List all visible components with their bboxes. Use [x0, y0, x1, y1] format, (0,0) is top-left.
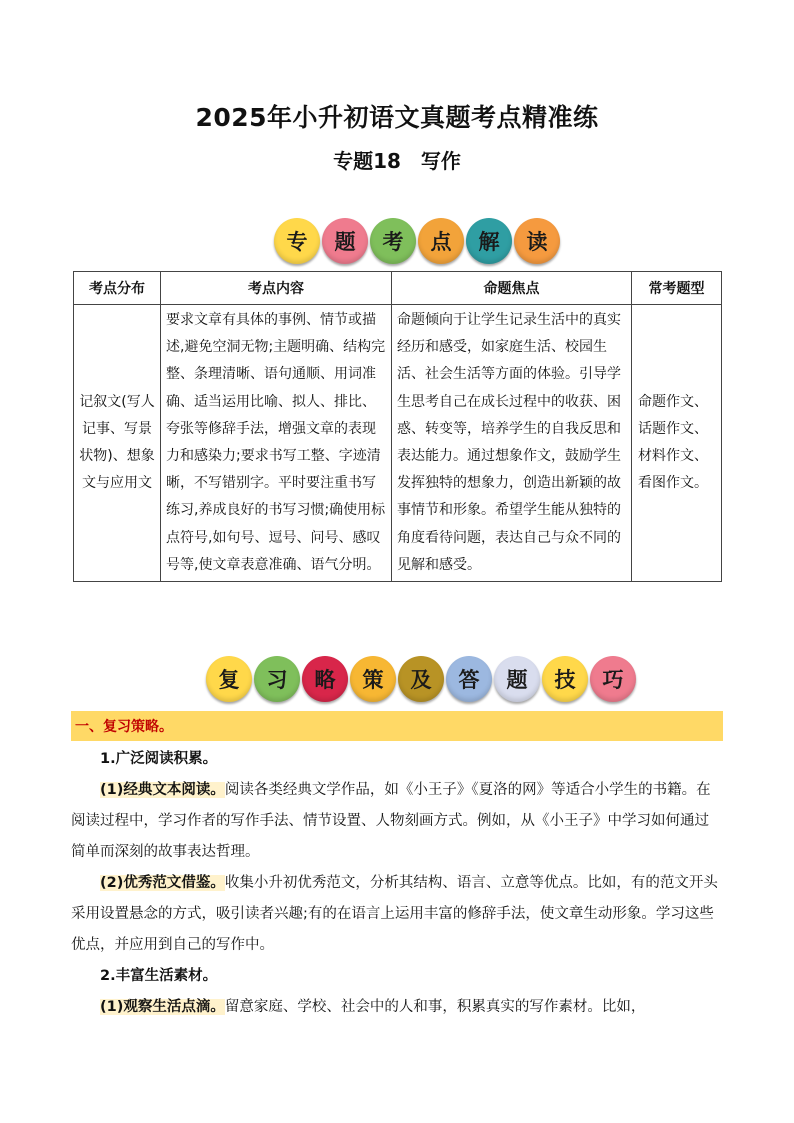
banner-char-bubble: 解 [466, 218, 512, 264]
paragraph-label: (2)优秀范文借鉴。 [100, 875, 225, 891]
table-row [74, 305, 722, 582]
cell-content: 要求文章有具体的事例、情节或描述,避免空洞无物;主题明确、结构完整、条理清晰、语句通顺、用词准确、适当运用比喻、拟人、排比、夸张等修辞手法，增强文章的表现力和感染力;要求书写工整、字迹清晰，不写错别字。平时要注重书写练习,养成良好的书写习惯;确使用标点符号,如句号、逗号、问号、感叹号等,使文章表意准确、语气分明。 [161, 305, 392, 582]
banner-char-bubble: 略 [302, 656, 348, 702]
paragraph [71, 868, 723, 961]
section-title: 一、复习策略。 [75, 719, 173, 735]
cell-distribution: 记叙文(写人记事、写景状物)、想象文与应用文 [74, 305, 161, 582]
banner-char-bubble: 复 [206, 656, 252, 702]
banner-key-points [274, 218, 560, 264]
banner-char-bubble: 题 [494, 656, 540, 702]
banner-char-bubble: 巧 [590, 656, 636, 702]
key-points-table [73, 271, 722, 582]
page-title: 2025年小升初语文真题考点精准练 [195, 103, 599, 132]
banner-char-bubble: 读 [514, 218, 560, 264]
column-header: 常考题型 [632, 272, 722, 305]
table-header-row [74, 272, 722, 305]
banner-char-bubble: 题 [322, 218, 368, 264]
banner-char-bubble: 点 [418, 218, 464, 264]
subheading: 2.丰富生活素材。 [100, 968, 218, 984]
cell-focus: 命题倾向于让学生记录生活中的真实经历和感受，如家庭生活、校园生活、社会生活等方面的体验。引导学生思考自己在成长过程中的收获、困惑、转变等，培养学生的自我反思和表达能力。通过想象作文，鼓励学生发挥独特的想象力，创造出新颖的故事情节和形象。希望学生能从独特的角度看待问题，表达自己与众不同的见解和感受。 [392, 305, 632, 582]
paragraph [71, 992, 723, 1023]
subheading: 1.广泛阅读积累。 [100, 751, 218, 767]
paragraph-text: 收集小升初优秀范文，分析其结构、语言、立意等优点。比如，有的范文开头采用设置悬念的方式，吸引读者兴趣;有的在语言上运用丰富的修辞手法，使文章生动形象。学习这些优点，并应用到自己的写作中。 [71, 875, 718, 953]
banner-char-bubble: 及 [398, 656, 444, 702]
column-header: 考点分布 [74, 272, 161, 305]
paragraph-text: 阅读各类经典文学作品，如《小王子》《夏洛的网》等适合小学生的书籍。在阅读过程中，学习作者的写作手法、情节设置、人物刻画方式。例如，从《小王子》中学习如何通过简单而深刻的故事表达哲理。 [71, 782, 711, 860]
column-header: 考点内容 [161, 272, 392, 305]
paragraph [71, 775, 723, 868]
column-header: 命题焦点 [392, 272, 632, 305]
banner-char-bubble: 技 [542, 656, 588, 702]
banner-char-bubble: 习 [254, 656, 300, 702]
cell-types: 命题作文、话题作文、材料作文、看图作文。 [632, 305, 722, 582]
banner-review-strategies [206, 656, 636, 702]
banner-char-bubble: 考 [370, 218, 416, 264]
banner-char-bubble: 专 [274, 218, 320, 264]
paragraph-label: (1)观察生活点滴。 [100, 999, 225, 1015]
paragraph-label: (1)经典文本阅读。 [100, 782, 225, 798]
page-subtitle: 专题18 写作 [333, 149, 461, 173]
section-heading-bar [71, 711, 723, 741]
paragraph-text: 留意家庭、学校、社会中的人和事，积累真实的写作素材。比如， [224, 999, 646, 1015]
banner-char-bubble: 答 [446, 656, 492, 702]
banner-char-bubble: 策 [350, 656, 396, 702]
section-body [71, 744, 723, 1023]
